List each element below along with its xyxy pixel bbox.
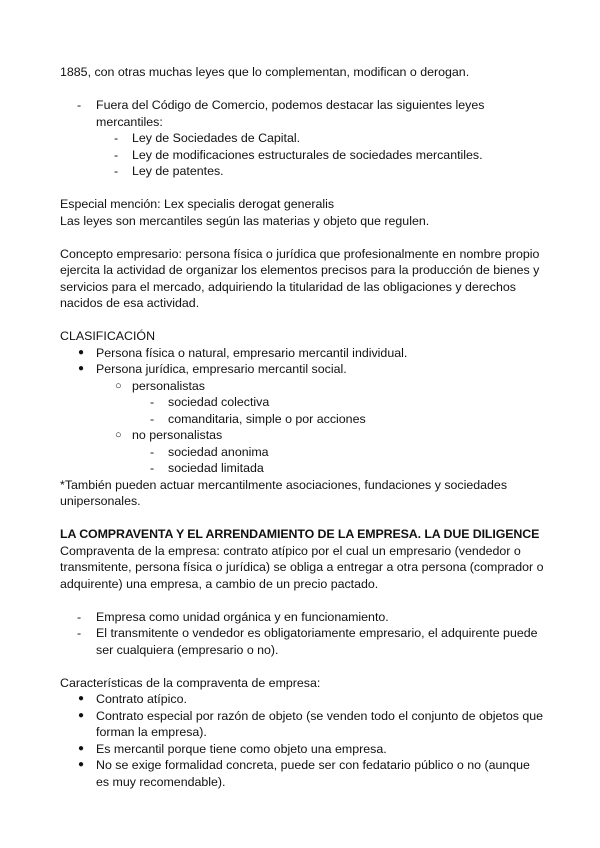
- compraventa-definicion: Compraventa de la empresa: contrato atípico por el cual un empresario (vendedor o transmitente, persona física o jurídica) se obliga a entregar a otra persona (comprador o adquirente) una empresa, a cambio de un precio pactado.: [60, 543, 544, 591]
- caracteristica-item: Contrato atípico.: [96, 692, 187, 706]
- list-item: [60, 757, 546, 790]
- dash-marker: -: [150, 395, 155, 409]
- list-item: [60, 411, 546, 428]
- dash-marker: -: [114, 131, 119, 145]
- list-item: [60, 147, 546, 164]
- dash-marker: -: [150, 411, 155, 426]
- list-item: [60, 394, 546, 411]
- sociedad-item: sociedad colectiva: [168, 395, 270, 409]
- clasificacion-item: Persona física o natural, empresario mercantil individual.: [96, 345, 408, 360]
- list-item: [60, 708, 546, 741]
- bullet-marker: ●: [78, 742, 85, 754]
- section-heading: LA COMPRAVENTA Y EL ARRENDAMIENTO DE LA EMPRESA. LA DUE DILIGENCE: [60, 527, 540, 541]
- list-item: [60, 444, 546, 461]
- dash-marker: -: [150, 444, 155, 459]
- list-item: [60, 97, 546, 130]
- sociedad-item: comanditaria, simple o por acciones: [168, 411, 366, 426]
- bullet-marker: ●: [78, 709, 85, 721]
- materias-line: Las leyes son mercantiles según las materias y objeto que regulen.: [60, 213, 430, 228]
- ley-item: Ley de modificaciones estructurales de sociedades mercantiles.: [132, 147, 483, 162]
- sociedad-item: sociedad anonima: [168, 444, 269, 459]
- concepto-paragraph: Concepto empresario: persona física o jurídica que profesionalmente en nombre propio ejercita la actividad de organizar los elementos precisos para la producción de bienes y servicios para el mercado, adquiriendo la titularidad de las obligaciones y derechos nacidos de esa actividad.: [60, 246, 540, 310]
- subclass-label: no personalistas: [132, 428, 223, 442]
- mencion-line: Especial mención: Lex specialis derogat generalis: [60, 197, 335, 211]
- punto-item: Empresa como unidad orgánica y en funcionamiento.: [96, 609, 389, 624]
- sociedad-item: sociedad limitada: [168, 461, 264, 475]
- list-item: [60, 163, 546, 180]
- list-item: [60, 361, 546, 378]
- list-item: [60, 609, 546, 626]
- dash-marker: -: [77, 98, 82, 112]
- circle-marker: ○: [115, 379, 122, 392]
- dash-marker: -: [77, 609, 82, 624]
- bullet-marker: ●: [78, 759, 85, 770]
- dash-marker: -: [114, 147, 119, 162]
- list-item: [60, 130, 546, 147]
- dash-marker: -: [114, 164, 119, 178]
- clasificacion-list: [60, 345, 546, 477]
- leyes-lead: Fuera del Código de Comercio, podemos destacar las siguientes leyes mercantiles:: [96, 98, 485, 129]
- clasificacion-item: Persona jurídica, empresario mercantil social.: [96, 362, 347, 376]
- bullet-marker: ●: [78, 693, 85, 704]
- list-item: [60, 345, 546, 362]
- bullet-marker: ●: [78, 346, 85, 358]
- ley-item: Ley de Sociedades de Capital.: [132, 131, 301, 145]
- document-page: [60, 64, 546, 790]
- list-item: [60, 460, 546, 477]
- caracteristicas-title: Características de la compraventa de empresa:: [60, 675, 321, 690]
- dash-marker: -: [150, 461, 155, 475]
- bullet-marker: ●: [78, 363, 85, 374]
- caracteristica-item: Contrato especial por razón de objeto (se venden todo el conjunto de objetos que forman la empresa).: [96, 708, 544, 739]
- compraventa-puntos: [60, 609, 546, 659]
- leyes-list: [60, 97, 546, 180]
- subclass-label: personalistas: [132, 378, 206, 393]
- list-item: [60, 741, 546, 758]
- clasificacion-title: CLASIFICACIÓN: [60, 329, 156, 343]
- list-item: [60, 427, 546, 444]
- ley-item: Ley de patentes.: [132, 164, 224, 178]
- list-item: [60, 691, 546, 708]
- dash-marker: -: [77, 626, 82, 640]
- punto-item: El transmitente o vendedor es obligatoriamente empresario, el adquirente puede ser cualquiera (empresario o no).: [96, 626, 538, 657]
- list-item: [60, 378, 546, 395]
- caracteristicas-list: [60, 691, 546, 790]
- intro-paragraph: 1885, con otras muchas leyes que lo complementan, modifican o derogan.: [60, 65, 470, 79]
- caracteristica-item: No se exige formalidad concreta, puede ser con fedatario público o no (aunque es muy recomendable).: [96, 758, 530, 789]
- clasificacion-note: *También pueden actuar mercantilmente asociaciones, fundaciones y sociedades unipersonales.: [60, 477, 508, 508]
- list-item: [60, 625, 546, 658]
- caracteristica-item: Es mercantil porque tiene como objeto una empresa.: [96, 741, 387, 756]
- circle-marker: ○: [115, 429, 122, 441]
